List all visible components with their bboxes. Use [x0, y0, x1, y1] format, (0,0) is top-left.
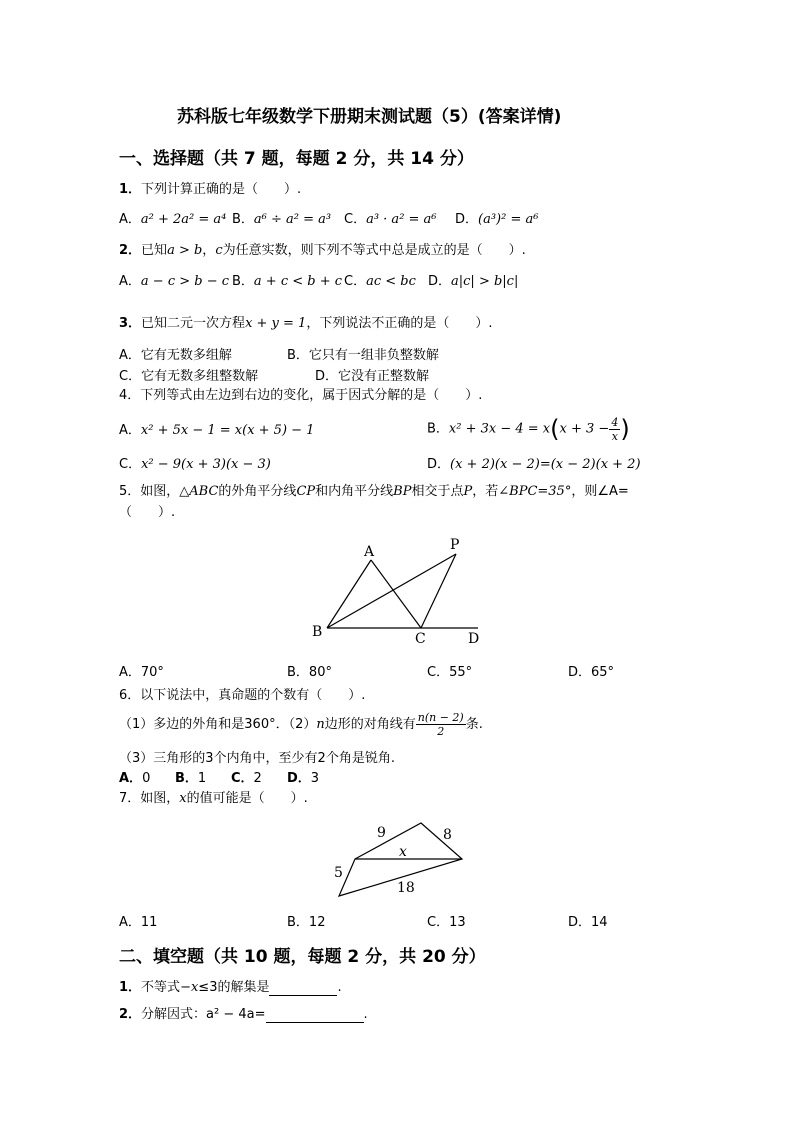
point-d-label: D: [468, 631, 480, 647]
point-p-label: P: [450, 537, 460, 553]
q1-option-b[interactable]: B．a⁶ ÷ a² = a³: [232, 212, 332, 227]
line-ba: [327, 560, 371, 628]
q7-option-b[interactable]: B．12: [287, 915, 326, 930]
q6-option-d[interactable]: D．3: [287, 771, 320, 786]
q3-stem: 3．已知二元一次方程x + y = 1，下列说法不正确的是（ ）.: [119, 316, 493, 331]
point-a-label: A: [364, 544, 375, 560]
side-label-9: 9: [377, 825, 386, 841]
fill1-answer-blank[interactable]: [269, 982, 337, 996]
q3-option-b[interactable]: B．它只有一组非负整数解: [287, 348, 439, 363]
q5-option-a[interactable]: A．70°: [119, 665, 164, 680]
q6-stem: 6．以下说法中，真命题的个数有（ ）.: [119, 688, 366, 703]
q4-optb-fraction: $\frac{4}{x}$: [611, 415, 619, 443]
section-heading-choice: 一、选择题（共 7 题，每题 2 分，共 14 分）: [119, 149, 474, 169]
point-b-label: B: [312, 624, 323, 640]
q5-option-b[interactable]: B．80°: [287, 665, 332, 680]
q2-option-d[interactable]: D．a|c| > b|c|: [428, 274, 519, 289]
q2-stem: 2．已知a > b，c为任意实数，则下列不等式中总是成立的是（ ）.: [119, 243, 526, 258]
q6-statement-3: （3）三角形的3个内角中，至少有2个角是锐角.: [119, 751, 395, 766]
q5-stem-line2: （ ）.: [119, 505, 176, 520]
q3-option-a[interactable]: A．它有无数多组解: [119, 348, 232, 363]
q1-option-c[interactable]: C．a³ · a² = a⁶: [344, 212, 437, 227]
q6-fraction: $\frac{n(n - 2)}{2}$: [417, 711, 464, 738]
q4-option-c[interactable]: C．x² − 9(x + 3)(x − 3): [119, 457, 271, 472]
q5-stem-line1: 5．如图，△ABC的外角平分线CP和内角平分线BP相交于点P，若∠BPC=35°，则∠A=: [119, 484, 629, 499]
side-label-8: 8: [443, 827, 452, 843]
line-ac: [371, 560, 421, 628]
q4-option-d[interactable]: D．(x + 2)(x − 2)=(x − 2)(x + 2): [427, 457, 641, 472]
diagonal-label-x: x: [399, 844, 407, 860]
q6-option-c[interactable]: C．2: [231, 771, 262, 786]
q7-quadrilateral-figure: [325, 815, 475, 905]
q1-option-d[interactable]: D．(a³)² = a⁶: [455, 212, 539, 227]
page-title: 苏科版七年级数学下册期末测试题（5）(答案详情): [177, 107, 562, 127]
q1-stem: [119, 182, 301, 198]
q1-text: 下列计算正确的是（ ）.: [141, 182, 302, 197]
q3-option-d[interactable]: D．它没有正整数解: [315, 369, 430, 384]
q1-options: [119, 212, 226, 228]
q7-stem: 7．如图，x的值可能是（ ）.: [119, 791, 308, 806]
q4-stem: 4．下列等式由左边到右边的变化，属于因式分解的是（ ）.: [119, 388, 483, 403]
q2-option-a[interactable]: A．a − c > b − c: [119, 274, 230, 289]
q4-option-a[interactable]: A．x² + 5x − 1 = x(x + 5) − 1: [119, 423, 315, 438]
q2-option-b[interactable]: B．a + c < b + c: [232, 274, 343, 289]
q5-option-c[interactable]: C．55°: [427, 665, 473, 680]
section-heading-fill: 二、填空题（共 10 题，每题 2 分，共 20 分）: [119, 947, 486, 967]
q1-number: 1．: [119, 182, 142, 197]
q6-option-b[interactable]: B．1: [175, 771, 207, 786]
line-cp: [421, 554, 456, 628]
q5-option-d[interactable]: D．65°: [568, 665, 615, 680]
q7-option-a[interactable]: A．11: [119, 915, 158, 930]
q3-option-c[interactable]: C．它有无数多组整数解: [119, 369, 259, 384]
side-label-18: 18: [397, 880, 415, 896]
q7-option-c[interactable]: C．13: [427, 915, 466, 930]
q7-option-d[interactable]: D．14: [568, 915, 608, 930]
q2-option-c[interactable]: C．ac < bc: [344, 274, 416, 289]
q1-option-a[interactable]: A．a² + 2a² = a⁴: [119, 212, 227, 227]
fill1-stem: 1．不等式−x≤3的解集是 .: [119, 980, 342, 995]
side-label-5: 5: [334, 865, 343, 881]
q6-option-a[interactable]: A．0: [119, 771, 151, 786]
q4-option-b[interactable]: B．x² + 3x − 4 = x(x + 3 − $\frac{4}{x}$ ): [427, 415, 630, 443]
fill2-answer-blank[interactable]: [266, 1009, 364, 1023]
fill2-stem: 2．分解因式：a² − 4a= .: [119, 1007, 368, 1022]
q5-triangle-figure: [300, 530, 500, 650]
q6-statement-1-2: （1）多边的外角和是360°．（2）n边形的对角线有 $\frac{n(n - 2)}{2}$ 条.: [119, 711, 483, 738]
point-c-label: C: [415, 631, 426, 647]
line-bp: [327, 554, 456, 628]
